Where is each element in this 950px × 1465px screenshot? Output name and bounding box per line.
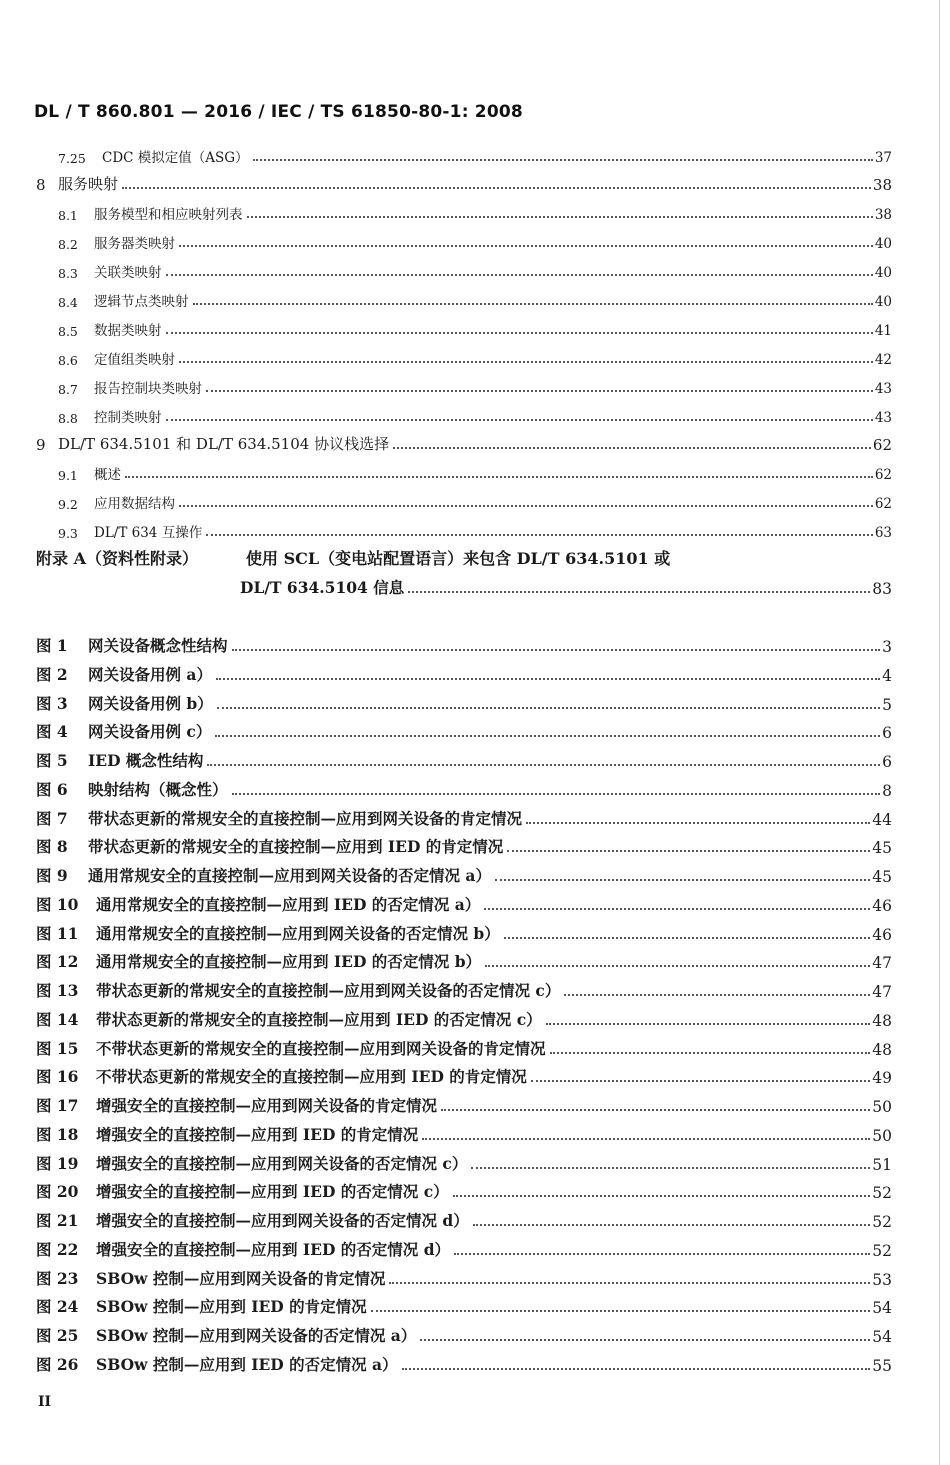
toc-entry-page: 62: [872, 436, 892, 454]
toc-entry-number: 8.3: [58, 266, 78, 281]
figure-number: 图 13: [36, 981, 79, 1000]
dot-leader: [179, 504, 873, 507]
dot-leader: [484, 907, 870, 910]
dot-leader: [471, 1166, 870, 1169]
dot-leader: [526, 821, 870, 824]
dot-leader: [550, 1051, 871, 1054]
figure-page: 52: [872, 1184, 892, 1203]
figure-title: 映射结构（概念性）: [88, 779, 228, 799]
figure-number: 图 12: [36, 952, 79, 972]
dot-leader: [389, 1281, 870, 1284]
dot-leader: [179, 244, 873, 247]
figure-number: 图 20: [36, 1182, 79, 1202]
dot-leader: [473, 1223, 871, 1226]
toc-entry-9-2[interactable]: [0, 490, 950, 512]
figure-number: 图 18: [36, 1124, 79, 1144]
toc-entry-page: 38: [872, 176, 892, 194]
figure-title: 网关设备用例 b）: [88, 693, 213, 713]
figure-number: 图 11: [36, 923, 79, 943]
figure-entry[interactable]: [0, 692, 950, 714]
figure-title: 不带状态更新的常规安全的直接控制—应用到网关设备的肯定情况: [96, 1038, 546, 1058]
toc-entry-title: CDC 模拟定值（ASG）: [102, 150, 249, 166]
dot-leader: [564, 993, 870, 996]
figure-number: 图 19: [36, 1153, 79, 1173]
toc-appendix-a-line2[interactable]: [0, 576, 950, 598]
figure-entry[interactable]: [0, 1180, 950, 1202]
toc-entry-title: 定值组类映射: [94, 352, 175, 368]
dot-leader: [485, 964, 870, 967]
figure-title: 增强安全的直接控制—应用到 IED 的否定情况 d）: [96, 1239, 451, 1259]
toc-entry-number: 8.5: [58, 324, 78, 339]
figure-page: 50: [872, 1126, 892, 1145]
figure-page: 47: [872, 983, 892, 1001]
appendix-page: 83: [872, 580, 892, 598]
figure-entry[interactable]: [0, 893, 950, 915]
dot-leader: [215, 734, 880, 737]
toc-entry-number: 8.7: [58, 382, 78, 397]
figure-title: 通用常规安全的直接控制—应用到网关设备的否定情况 a）: [88, 866, 491, 885]
figure-entry[interactable]: [0, 1324, 950, 1346]
figure-page: 48: [872, 1011, 892, 1030]
dot-leader: [371, 1309, 871, 1312]
figure-page: 3: [882, 638, 892, 656]
appendix-title-line1: 使用 SCL（变电站配置语言）来包含 DL/T 634.5101 或: [246, 549, 671, 568]
figure-title: 通用常规安全的直接控制—应用到 IED 的否定情况 a）: [96, 894, 481, 914]
dot-leader: [217, 706, 880, 709]
figure-entry[interactable]: [0, 950, 950, 972]
figure-entry[interactable]: [0, 663, 950, 685]
figure-title: 网关设备用例 c）: [88, 722, 212, 742]
figure-number: 图 22: [36, 1239, 79, 1259]
dot-leader: [207, 763, 880, 766]
toc-entry-number: 8.2: [58, 237, 78, 252]
figure-page: 6: [882, 753, 892, 771]
figure-entry[interactable]: [0, 720, 950, 742]
dot-leader: [122, 186, 871, 189]
toc-entry-page: 40: [874, 236, 892, 252]
appendix-label: 附录 A（资料性附录）: [36, 549, 198, 568]
figure-page: 45: [872, 868, 892, 886]
figure-number: 图 17: [36, 1096, 79, 1115]
figure-number: 图 25: [36, 1326, 79, 1345]
figure-entry[interactable]: [0, 1353, 950, 1375]
figure-number: 图 10: [36, 894, 79, 914]
dot-leader: [193, 302, 873, 305]
figure-number: 图 14: [36, 1009, 79, 1029]
figure-entry[interactable]: [0, 1065, 950, 1087]
dot-leader: [441, 1108, 870, 1111]
figure-title: 增强安全的直接控制—应用到网关设备的否定情况 c）: [96, 1153, 468, 1173]
toc-entry-8-1[interactable]: [0, 201, 950, 223]
toc-appendix-a[interactable]: [36, 546, 670, 569]
dot-leader: [507, 849, 870, 852]
figure-number: 图 1: [36, 636, 68, 655]
figure-number: 图 7: [36, 808, 68, 828]
toc-entry-8-8[interactable]: [0, 404, 950, 426]
figure-number: 图 8: [36, 837, 68, 857]
figure-number: 图 3: [36, 693, 68, 713]
figure-title: SBOw 控制—应用到 IED 的肯定情况: [96, 1297, 367, 1317]
figure-number: 图 2: [36, 664, 68, 684]
figure-title: 带状态更新的常规安全的直接控制—应用到网关设备的肯定情况: [88, 808, 523, 828]
dot-leader: [454, 1252, 870, 1255]
figure-entry[interactable]: [0, 1209, 950, 1231]
toc-entry-page: 43: [874, 410, 892, 426]
toc-entry-page: 63: [874, 525, 892, 541]
figure-number: 图 9: [36, 866, 68, 885]
figure-entry[interactable]: [0, 1123, 950, 1145]
toc-entry-page: 43: [874, 381, 892, 397]
figure-page: 48: [872, 1040, 892, 1059]
figure-title: SBOw 控制—应用到 IED 的否定情况 a）: [96, 1354, 398, 1374]
toc-entry-9[interactable]: [0, 432, 950, 454]
toc-entry-title: 服务模型和相应映射列表: [94, 207, 243, 223]
figure-entry[interactable]: [0, 1238, 950, 1260]
figure-title: SBOw 控制—应用到网关设备的否定情况 a）: [96, 1326, 417, 1345]
toc-entry-page: 41: [874, 323, 892, 339]
figure-number: 图 24: [36, 1297, 79, 1317]
figure-page: 8: [882, 781, 892, 800]
figure-page: 54: [872, 1328, 892, 1346]
figure-page: 55: [872, 1356, 892, 1375]
toc-entry-title: 应用数据结构: [94, 496, 175, 512]
figure-page: 5: [882, 695, 892, 714]
figure-number: 图 15: [36, 1038, 79, 1058]
dot-leader: [546, 1022, 871, 1025]
dot-leader: [495, 878, 870, 881]
dot-leader: [504, 936, 871, 939]
dot-leader: [232, 648, 881, 651]
figure-page: 52: [872, 1241, 892, 1260]
toc-entry-9-1[interactable]: [0, 461, 950, 483]
figure-number: 图 5: [36, 751, 68, 770]
toc-entry-title: 关联类映射: [94, 265, 162, 281]
figure-number: 图 21: [36, 1211, 79, 1230]
figure-number: 图 26: [36, 1354, 79, 1374]
appendix-title-line2: DL/T 634.5104 信息: [240, 578, 405, 597]
figure-title: 增强安全的直接控制—应用到网关设备的肯定情况: [96, 1096, 438, 1115]
toc-entry-number: 8.1: [58, 208, 78, 223]
figure-page: 51: [872, 1155, 892, 1174]
figure-entry[interactable]: [0, 1094, 950, 1116]
figure-page: 4: [882, 666, 892, 685]
dot-leader: [166, 273, 873, 276]
toc-entry-number: 7.25: [58, 151, 86, 166]
figure-page: 54: [872, 1299, 892, 1318]
figure-entry[interactable]: [0, 922, 950, 944]
dot-leader: [166, 331, 873, 334]
figure-number: 图 4: [36, 722, 68, 742]
dot-leader: [179, 360, 873, 363]
figure-title: 带状态更新的常规安全的直接控制—应用到网关设备的否定情况 c）: [96, 981, 561, 1000]
dot-leader: [247, 215, 873, 218]
dot-leader: [393, 446, 871, 449]
toc-entry-8-3[interactable]: [0, 259, 950, 281]
toc-entry-page: 38: [874, 207, 892, 223]
toc-entry-number: 8.8: [58, 411, 78, 426]
figure-entry[interactable]: [0, 1037, 950, 1059]
dot-leader: [166, 418, 873, 421]
figure-page: 6: [882, 724, 892, 743]
figure-entry[interactable]: [0, 864, 950, 886]
figure-page: 45: [872, 839, 892, 858]
toc-entry-title: 服务器类映射: [94, 236, 175, 252]
toc-entry-8-6[interactable]: [0, 346, 950, 368]
toc-entry-9-3[interactable]: [0, 519, 950, 541]
dot-leader: [232, 792, 881, 795]
dot-leader: [531, 1079, 870, 1082]
figure-page: 44: [872, 810, 892, 829]
toc-entry-page: 37: [874, 150, 892, 166]
standard-code-header: DL / T 860.801 — 2016 / IEC / TS 61850-80-1: 2008: [34, 102, 523, 122]
dot-leader: [422, 1137, 870, 1140]
figure-title: 通用常规安全的直接控制—应用到 IED 的否定情况 b）: [96, 952, 482, 972]
figure-title: 不带状态更新的常规安全的直接控制—应用到 IED 的肯定情况: [96, 1067, 527, 1087]
toc-entry-title: 逻辑节点类映射: [94, 294, 189, 310]
toc-entry-page: 62: [874, 467, 892, 483]
toc-entry-title: 控制类映射: [94, 410, 162, 426]
toc-entry-page: 62: [874, 496, 892, 512]
figure-page: 52: [872, 1213, 892, 1231]
figure-title: 网关设备概念性结构: [88, 636, 228, 655]
figure-entry[interactable]: [0, 778, 950, 800]
dot-leader: [125, 475, 873, 478]
figure-title: 网关设备用例 a）: [88, 664, 212, 684]
figure-entry[interactable]: [0, 634, 950, 656]
toc-entry-number: 9: [36, 436, 46, 454]
figure-page: 46: [872, 896, 892, 915]
figure-entry[interactable]: [0, 835, 950, 857]
toc-entry-number: 8.4: [58, 295, 78, 310]
toc-entry-8-5[interactable]: [0, 317, 950, 339]
figure-page: 53: [872, 1270, 892, 1289]
figure-entry[interactable]: [0, 749, 950, 771]
toc-entry-title: DL/T 634.5101 和 DL/T 634.5104 协议栈选择: [58, 435, 390, 453]
figure-title: 增强安全的直接控制—应用到网关设备的否定情况 d）: [96, 1211, 469, 1230]
toc-entry-8-4[interactable]: [0, 288, 950, 310]
figure-page: 50: [872, 1098, 892, 1116]
toc-entry-number: 8.6: [58, 353, 78, 368]
toc-entry-8[interactable]: [0, 172, 950, 194]
figure-number: 图 16: [36, 1067, 79, 1087]
toc-entry-number: 8: [36, 176, 46, 194]
figure-number: 图 6: [36, 779, 68, 799]
toc-entry-title: 报告控制块类映射: [94, 381, 202, 397]
figure-title: IED 概念性结构: [88, 751, 204, 770]
dot-leader: [453, 1194, 871, 1197]
toc-entry-page: 40: [874, 265, 892, 281]
figure-title: 增强安全的直接控制—应用到 IED 的否定情况 c）: [96, 1182, 449, 1202]
figure-entry[interactable]: [0, 807, 950, 829]
toc-entry-title: 概述: [94, 467, 121, 483]
figure-page: 49: [872, 1069, 892, 1088]
figure-entry[interactable]: [0, 1008, 950, 1030]
dot-leader: [408, 590, 870, 593]
toc-entry-8-7[interactable]: [0, 375, 950, 397]
figure-title: 带状态更新的常规安全的直接控制—应用到 IED 的否定情况 c）: [96, 1009, 542, 1029]
figure-title: 通用常规安全的直接控制—应用到网关设备的否定情况 b）: [96, 923, 500, 943]
toc-entry-8-2[interactable]: [0, 230, 950, 252]
toc-entry-page: 40: [874, 294, 892, 310]
figure-entry[interactable]: [0, 1267, 950, 1289]
toc-entry-title: DL/T 634 互操作: [94, 525, 203, 541]
toc-entry-title: 数据类映射: [94, 323, 162, 339]
toc-entry-7-25[interactable]: [0, 144, 950, 166]
dot-leader: [206, 389, 873, 392]
figure-entry[interactable]: [0, 1295, 950, 1317]
figure-entry[interactable]: [0, 979, 950, 1001]
dot-leader: [206, 533, 873, 536]
dot-leader: [216, 677, 880, 680]
figure-page: 47: [872, 954, 892, 973]
dot-leader: [420, 1338, 870, 1341]
figure-title: 增强安全的直接控制—应用到 IED 的肯定情况: [96, 1124, 419, 1144]
figure-entry[interactable]: [0, 1152, 950, 1174]
figure-title: SBOw 控制—应用到网关设备的肯定情况: [96, 1268, 386, 1288]
figure-number: 图 23: [36, 1268, 79, 1288]
dot-leader: [402, 1367, 871, 1370]
page-number-footer: II: [38, 1394, 52, 1410]
figure-page: 46: [872, 925, 892, 944]
toc-entry-title: 服务映射: [58, 175, 119, 193]
toc-entry-page: 42: [874, 352, 892, 368]
toc-entry-number: 9.3: [58, 526, 78, 541]
toc-entry-number: 9.2: [58, 497, 78, 512]
toc-entry-number: 9.1: [58, 468, 78, 483]
figure-title: 带状态更新的常规安全的直接控制—应用到 IED 的肯定情况: [88, 837, 504, 857]
dot-leader: [253, 158, 873, 161]
